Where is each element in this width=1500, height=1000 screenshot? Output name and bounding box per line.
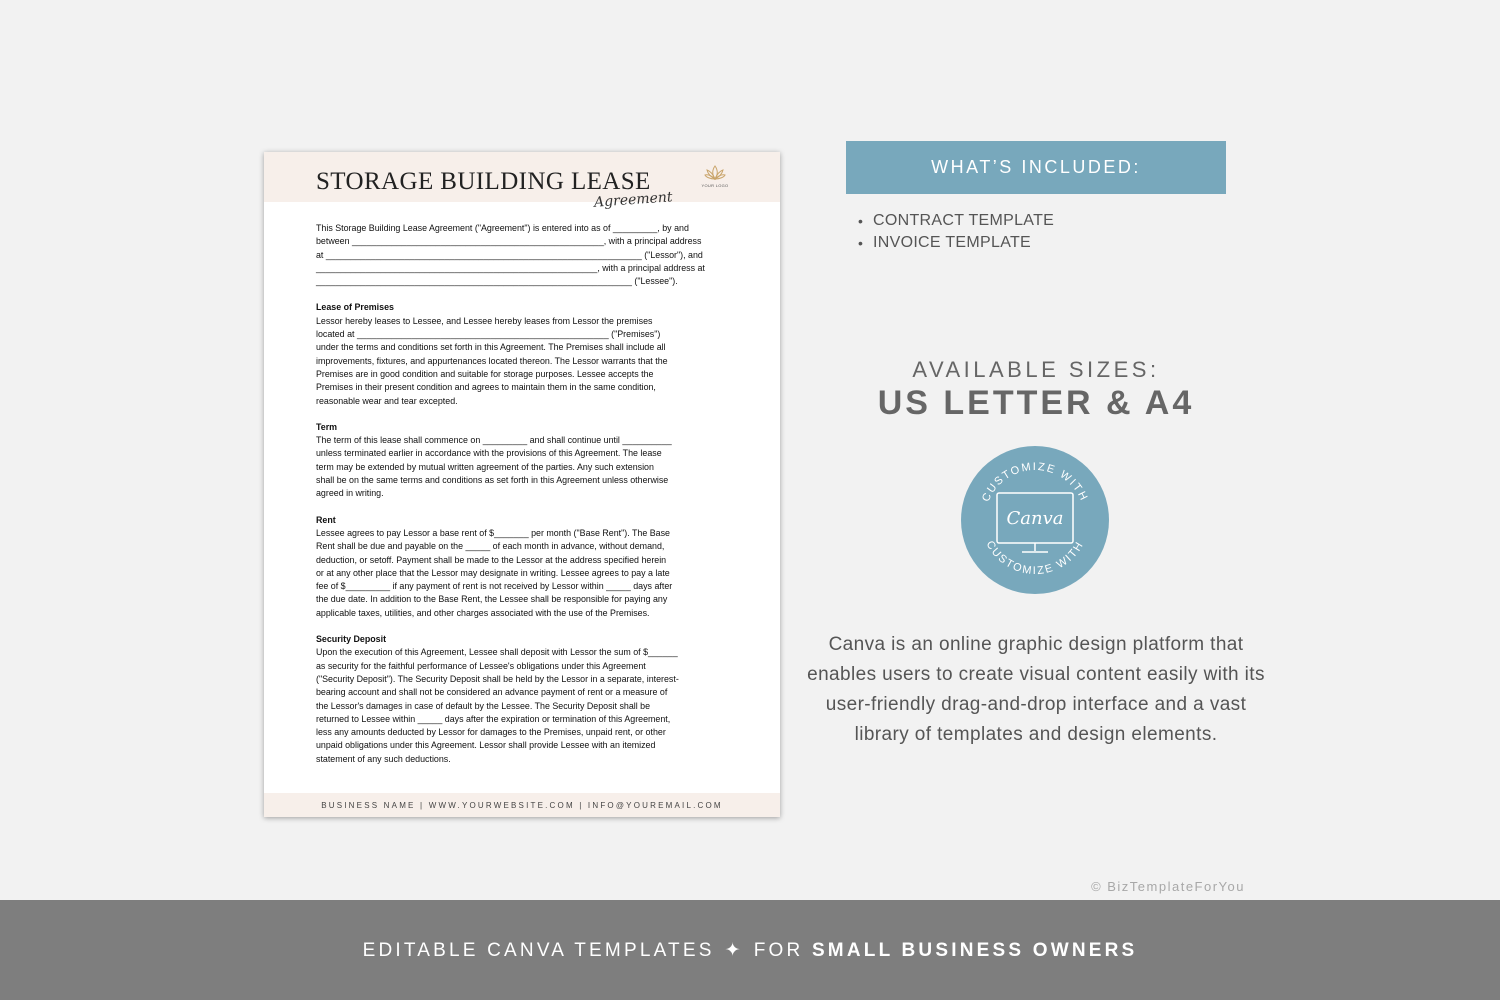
sizes-value: US LETTER & A4 xyxy=(877,384,1195,422)
bottom-bar-part3: SMALL BUSINESS OWNERS xyxy=(811,939,1138,961)
section-security-deposit xyxy=(316,633,730,766)
section-line: agreed in writing. xyxy=(316,488,384,499)
lotus-icon xyxy=(704,164,726,182)
section-line: applicable taxes, utilities, and other charges associated with the use of the Premises. xyxy=(316,607,650,618)
section-line: the Lessor's damages in case of default by the Lessee. The Security Deposit shall be xyxy=(316,700,651,711)
section-line: fee of $_________ if any payment of rent is not received by Lessor within _____ days after xyxy=(316,581,673,592)
section-line: deduction, or setoff. Payment shall be made to the Lessor at the address specified herein xyxy=(316,554,667,565)
section-line: Premises are in good condition and suitable for storage purposes. Lessee accepts the xyxy=(316,368,654,379)
section-line: reasonable wear and tear excepted. xyxy=(316,395,458,406)
section-line: Rent shall be due and payable on the _____ of each month in advance, without demand, xyxy=(316,541,665,552)
section-title: Security Deposit xyxy=(316,634,387,645)
section-line: unpaid obligations under this Agreement. Lessor shall provide Lessee with an itemized xyxy=(316,740,656,751)
section-title: Lease of Premises xyxy=(316,302,394,313)
canva-badge xyxy=(960,445,1110,595)
document-header xyxy=(264,152,780,211)
section-line: under the terms and conditions set forth in this Agreement. The Premises shall include all xyxy=(316,342,666,353)
bottom-bar xyxy=(0,900,1500,1000)
section-line: statement of any such deductions. xyxy=(316,753,451,764)
intro-line: _________________________________________________________, with a principal address at xyxy=(316,262,705,273)
badge-ring-text-bottom: CUSTOMIZE WITH xyxy=(983,538,1087,578)
intro-line: ________________________________________________________________ ("Lessee"). xyxy=(316,276,678,287)
section-line: Premises in their present condition and agrees to maintain them in the same condition, xyxy=(316,382,656,393)
badge-ring-text-top: CUSTOMIZE WITH xyxy=(979,460,1091,504)
section-lease-of-premises xyxy=(316,301,730,407)
intro-line: This Storage Building Lease Agreement ("Agreement") is entered into as of _________, by and xyxy=(316,223,689,233)
list-item xyxy=(858,232,1054,254)
canva-description: Canva is an online graphic design platform that enables users to create visual content easily with its user-friendly drag-and-drop interface and a vast library of templates and design elements. xyxy=(807,634,1265,745)
included-heading: WHAT’S INCLUDED: xyxy=(931,157,1141,177)
bottom-bar-text xyxy=(363,939,1138,962)
section-line: as security for the faithful performance of Lessee's obligations under this Agreement xyxy=(316,660,646,671)
intro-paragraph xyxy=(316,222,730,288)
section-line: the due date. In addition to the Base Rent, the Lessee shall be responsible for paying any xyxy=(316,594,668,605)
list-item xyxy=(858,210,1055,232)
intro-line: between ___________________________________________________, with a principal address xyxy=(316,236,702,247)
section-line: unless terminated earlier in accordance with the provisions of this Agreement. The lease xyxy=(316,448,662,459)
section-line: ("Security Deposit"). The Security Deposit shall be held by the Lessor in a separate, interest- xyxy=(316,673,679,684)
section-line: The term of this lease shall commence on _________ and shall continue until __________ xyxy=(316,435,672,446)
section-term xyxy=(316,421,730,501)
section-line: term may be extended by mutual written agreement of the parties. Any such extension xyxy=(316,461,654,472)
badge-brand: Canva xyxy=(1006,508,1064,529)
document-body xyxy=(316,222,730,779)
section-line: shall be on the same terms and conditions as set forth in this Agreement unless otherwise xyxy=(316,475,669,486)
intro-line: at ________________________________________________________________ ("Lessor"), and xyxy=(316,249,703,260)
bottom-bar-part1: EDITABLE CANVA TEMPLATES xyxy=(362,939,715,961)
section-title: Term xyxy=(316,421,338,432)
section-line: Upon the execution of this Agreement, Lessee shall deposit with Lessor the sum of $______ xyxy=(316,647,678,658)
document-footer-text: BUSINESS NAME | WWW.YOURWEBSITE.COM | INFO@YOUREMAIL.COM xyxy=(321,800,723,810)
included-item-label: CONTRACT TEMPLATE xyxy=(873,212,1055,229)
section-line: or at any other place that the Lessor may designate in writing. Lessee agrees to pay a late xyxy=(316,567,670,578)
sizes-label: AVAILABLE SIZES: xyxy=(912,357,1160,382)
section-rent xyxy=(316,514,730,620)
logo-text: YOUR LOGO xyxy=(701,183,729,188)
logo xyxy=(700,164,730,188)
included-banner xyxy=(846,141,1226,194)
section-title: Rent xyxy=(316,514,336,525)
section-line: less any amounts deducted by Lessor for damages to the Premises, unpaid rent, or other xyxy=(316,727,666,738)
section-line: bearing account and shall not be considered an advance payment of rent or a measure of xyxy=(316,687,668,698)
document-subtitle: Agreement xyxy=(593,189,674,211)
document-footer xyxy=(264,793,780,817)
bullet-icon: • xyxy=(858,213,864,229)
bullet-icon: • xyxy=(858,235,864,251)
section-line: improvements, fixtures, and appurtenances located thereon. The Lessor warrants that the xyxy=(316,355,668,366)
copyright: © BizTemplateForYou xyxy=(1091,879,1245,894)
section-line: Lessee agrees to pay Lessor a base rent of $_______ per month ("Base Rent"). The Base xyxy=(316,527,670,538)
included-list xyxy=(858,210,1055,254)
section-line: located at ___________________________________________________ ("Premises") xyxy=(316,329,661,340)
bottom-bar-part2: FOR xyxy=(753,939,804,961)
section-line: Lessor hereby leases to Lessee, and Lessee hereby leases from Lessor the premises xyxy=(316,315,653,326)
sparkle-icon: ✦ xyxy=(724,939,744,961)
document-preview xyxy=(264,152,780,817)
included-item-label: INVOICE TEMPLATE xyxy=(873,234,1032,251)
document-title: STORAGE BUILDING LEASE xyxy=(316,168,651,195)
section-line: returned to Lessee within _____ days after the expiration or termination of this Agreement, xyxy=(316,713,671,724)
